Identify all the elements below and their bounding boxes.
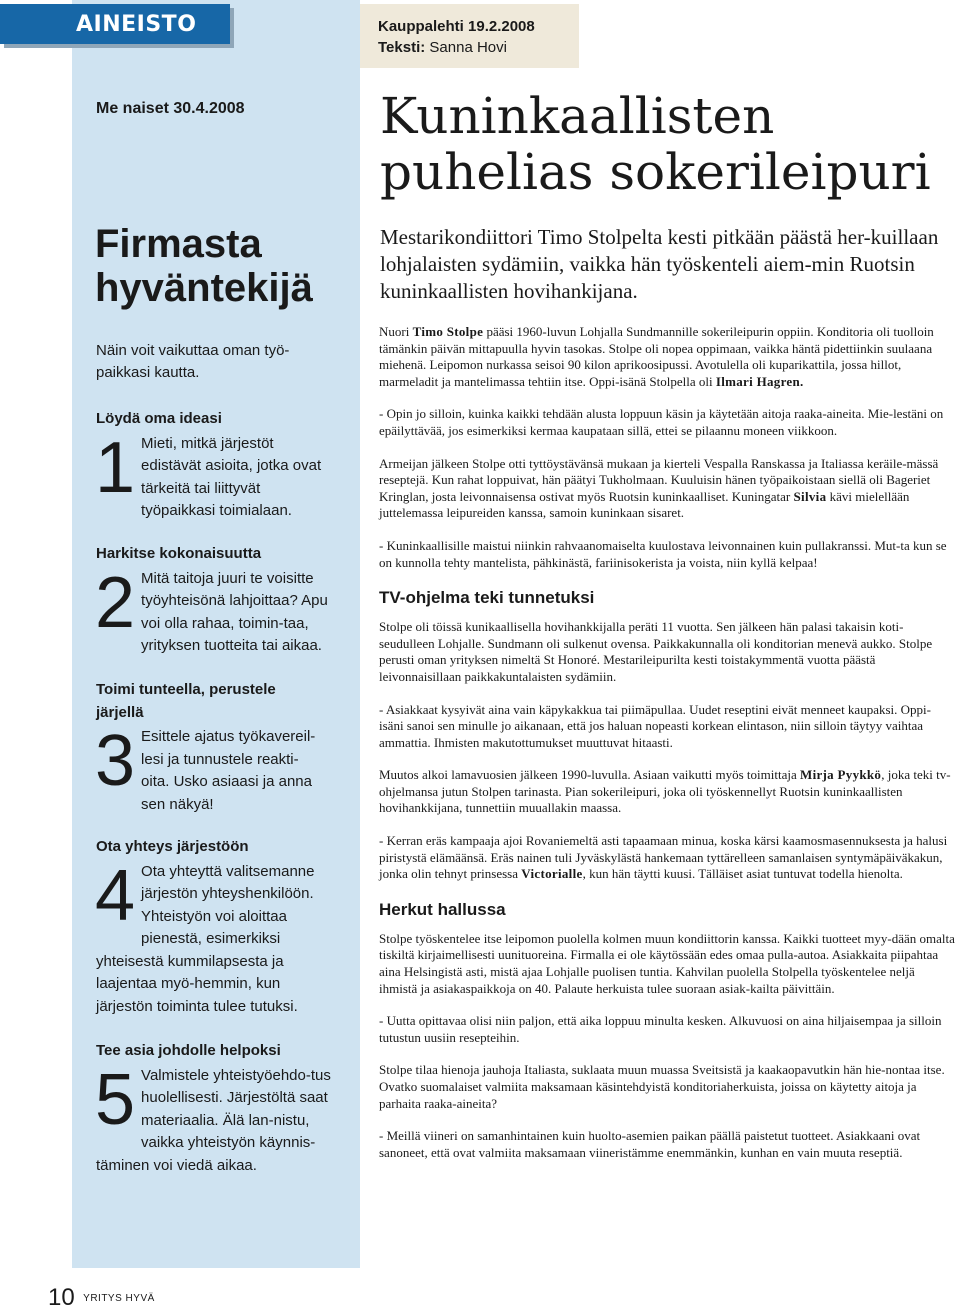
byline-name: Sanna Hovi: [429, 39, 507, 56]
step-5: [96, 1040, 334, 1177]
step-number: 4: [95, 855, 136, 936]
sidebar-title-line2: hyväntekijä: [95, 266, 313, 310]
subheading-tv: TV-ohjelma teki tunnetuksi: [379, 588, 595, 608]
step-text: Ota yhteyttä valitsemanne järjestön yhteyshenkilöön. Yhteistyön voi aloittaa pienestä, esimerkiksi yhteisestä kummilapsesta ja laajentaa myö-hemmin, kun järjestön toiminta tulee tutuksi.: [96, 862, 315, 1015]
source-line: Kauppalehti 19.2.2008: [378, 18, 535, 35]
step-text: Esittele ajatus työkavereil-lesi ja tunnustele reakti-oita. Usko asiaasi ja anna sen näkyä!: [141, 728, 316, 813]
person-name: Timo Stolpe: [412, 324, 484, 339]
paragraph: - Meillä viineri on samanhintainen kuin huolto-asemien paikan päällä paistetut tuotteet. Asiakkaani ovat sanoneet, että ovat valmiita maksamaan viineristämme enemmänkin, kunhan en vain muuta reseptiä.: [379, 1128, 921, 1160]
paragraph: [379, 456, 955, 522]
paragraph: - Kuninkaallisille maistui niinkin rahvaanomaiselta kuulostava leivonnainen kuin pullakranssi. Mut-ta kun se on kunnolla tehty mantelista, pähkinästä, fariinisokerista ja voista, niin kyllä kelpaa!: [379, 537, 947, 570]
step-4: [96, 836, 334, 1018]
step-number: 1: [95, 427, 136, 508]
text: - Kerran eräs kampaaja ajoi Rovaniemeltä asti tapaamaan minua, koska kärsi kaamosmasennuksesta ja halusi piristystä elämäänsä. Eräs nainen tuli Jyväskylästä hankemaan tyttärelleen samanlaisen syntymäpäiväkakun, jonka olin tehnyt prinsessa: [379, 833, 948, 882]
page-number: 10: [48, 1284, 75, 1311]
person-name: Ilmari Hagren.: [715, 373, 804, 389]
person-name: Victorialle: [521, 866, 583, 882]
step-number: 5: [95, 1059, 136, 1140]
headline-line2: puhelias sokerileipuri: [380, 143, 931, 201]
text: kävi mielellään juttelemassa leipureiden kanssa, samoin kuninkaan sisaret.: [379, 488, 910, 521]
paragraph: [379, 833, 955, 883]
article-lede: Mestarikondiittori Timo Stolpelta kesti pitkään päästä her-kuillaan lohjalaisten sydämiin, vaikka hän työskenteli aiem-min Ruotsin kuninkaallisten hovihankijana.: [380, 225, 939, 303]
subheading-herkut: Herkut hallussa: [379, 899, 506, 919]
publication-name: YRITYS HYVÄ: [83, 1292, 155, 1304]
source-box: [360, 4, 579, 68]
headline-line1: Kuninkaallisten: [380, 87, 775, 145]
text: , kun hän täytti kuusi. Tälläiset asiat tuntuvat todella hienolta.: [582, 866, 903, 882]
paragraph: [379, 324, 955, 390]
paragraph: Stolpe tilaa hienoja jauhoja Italiasta, suklaata muun muassa Sveitsistä ja kaakaopavutkin hän hie-nontaa itse. Ovatko suomalaiset valmiita maksamaan käsintehdyistä konditoriaherkuista, joissa on käytetty aitoja ja parhaita raaka-aineita?: [379, 1062, 945, 1111]
step-title: Ota yhteys järjestöön: [96, 838, 249, 855]
byline-label: Teksti:: [378, 39, 426, 56]
person-name: Mirja Pyykkö: [800, 767, 882, 783]
sidebar-title: [95, 222, 355, 310]
step-number: 2: [95, 562, 136, 643]
paragraph: - Opin jo silloin, kuinka kaikki tehdään alusta loppuun käsin ja käytetään aitoja raaka-aineita. Mie-lestäni on epäilyttävää, jos esimerkiksi kermaa kaupataan sillä, ettei se pilaannu moneen viikkoon.: [379, 406, 944, 438]
step-2: [96, 543, 334, 658]
sidebar-intro: Näin voit vaikuttaa oman työ-paikkasi kautta.: [96, 342, 290, 381]
text: Nuori: [379, 324, 410, 339]
byline: [378, 39, 507, 56]
step-title: Tee asia johdolle helpoksi: [96, 1042, 281, 1059]
step-title: Harkitse kokonaisuutta: [96, 545, 262, 562]
section-tab: [0, 4, 230, 44]
sidebar-source: Me naiset 30.4.2008: [96, 100, 245, 117]
text: Armeijan jälkeen Stolpe otti tyttöystävänsä mukaan ja kierteli Vespalla Ranskassa ja Italiassa keräile-mässä reseptejä. Kun rahat loppuivat, hän päätyi Tukholmaan. Kuuluisin hänen työpaikoistaan siellä oli Bageriet Kringlan, josta leivonnaisensa ostivat myös Ruotsin kuninkaalliset. Kuningatar: [379, 455, 939, 504]
sidebar-title-line1: Firmasta: [95, 222, 262, 266]
step-text: Mitä taitoja juuri te voisitte työyhteisönä lahjoittaa? Apu voi olla rahaa, toimin-taa, yrityksen tuotteita tai aikaa.: [141, 569, 328, 654]
person-name: Silvia: [793, 488, 827, 504]
section-tab-label: AINEISTO: [76, 12, 197, 37]
article-headline: [380, 88, 950, 200]
step-3: [96, 679, 321, 816]
step-text: Valmistele yhteistyöehdo-tus huolellisesti. Järjestöltä saat materiaalia. Älä lan-nistu, vaikka yhteistyön käynnis-täminen voi viedä aikaa.: [96, 1066, 331, 1174]
paragraph: Stolpe työskentelee itse leipomon puolella kolmen muun kondiittorin kanssa. Kaikki tuotteet myy-dään omalta tiskiltä kirjaimellisesti uunituoreina. Firmalla ei ole käytössään edes omaa pulla-autoa. Asiakkaita piipahtaa aina Helsingistä asti, mistä ajaa Lohjalle puolisen tuntia. Kahvilan puolella Stolpella työskentelee neljä ihmistä ja asiakaspaikkoja on 40. Palaute herkuista tulee suoraan asiak-kailta päivittäin.: [379, 930, 955, 996]
paragraph: - Asiakkaat kysyivät aina vain käpykakkua tai piimäpullaa. Uudet reseptini eivät menneet kaupaksi. Oppi-isäni sanoi sen minulle jo aikanaan, että jos haluan nopeasti korkean elintason, niin silloin täytyy vaihtaa ammattia. Ihmisten makutottumukset muuttuvat hitaasti.: [379, 701, 931, 750]
paragraph: - Uutta opittavaa olisi niin paljon, että aika loppuu minulta kesken. Alkuvuosi on aina hiljaisempaa ja silloin tutustun uusiin resepteihin.: [379, 1013, 942, 1045]
text: pääsi 1960-luvun Lohjalla Sundmannille sokerileipurin oppiin. Konditoria oli tuolloin tämänkin päivän mittapuulla hyvin tasokas. Stolpe oli nopea oppimaan, vaikka häntä pidettiinkin suulaana miehenä. Leipomon nurkassa seisoi 90 kilon aprikoosipussi. Avotulella oli kuparikattila, jossa hillot, marmeladit ja mantelimassa tehtiin itse. Oppi-isänä Stolpella oli: [379, 324, 934, 389]
step-title: Toimi tunteella, perustele järjellä: [96, 681, 276, 721]
text: Muutos alkoi lamavuosien jälkeen 1990-luvulla. Asiaan vaikutti myös toimittaja: [379, 767, 797, 783]
paragraph: Stolpe oli töissä kunikaallisella hovihankkijalla peräti 11 vuotta. Sen jälkeen hän palasi takaisin koti-seudulleen Lohjalle. Sundmann oli sulkenut ovensa. Paikkakunnalla oli konditorian menevä aukko. Stolpe perusti oman yrityksen nimeltä St Honoré. Mestarileipurilta kesti toistakymmentä vuotta päästä leivonnaisillaan paikkakuntalaisten sydämiin.: [379, 619, 933, 684]
step-number: 3: [95, 721, 136, 801]
step-1: [96, 408, 334, 523]
article-body: [379, 324, 955, 1177]
step-title: Löydä oma ideasi: [96, 410, 222, 427]
page-footer: [48, 1284, 155, 1312]
step-text: Mieti, mitkä järjestöt edistävät asioita, jotka ovat tärkeitä tai liittyvät työpaikkasi toimialaan.: [141, 434, 322, 519]
text: , joka teki tv-ohjelmansa jutun Stolpen tarinasta. Pian sokerileipuri, joka oli työskennellyt Ruotsin kuninkaallisten hovihankkijana, tunnettiin muuallakin maassa.: [379, 767, 951, 816]
paragraph: [379, 767, 955, 817]
